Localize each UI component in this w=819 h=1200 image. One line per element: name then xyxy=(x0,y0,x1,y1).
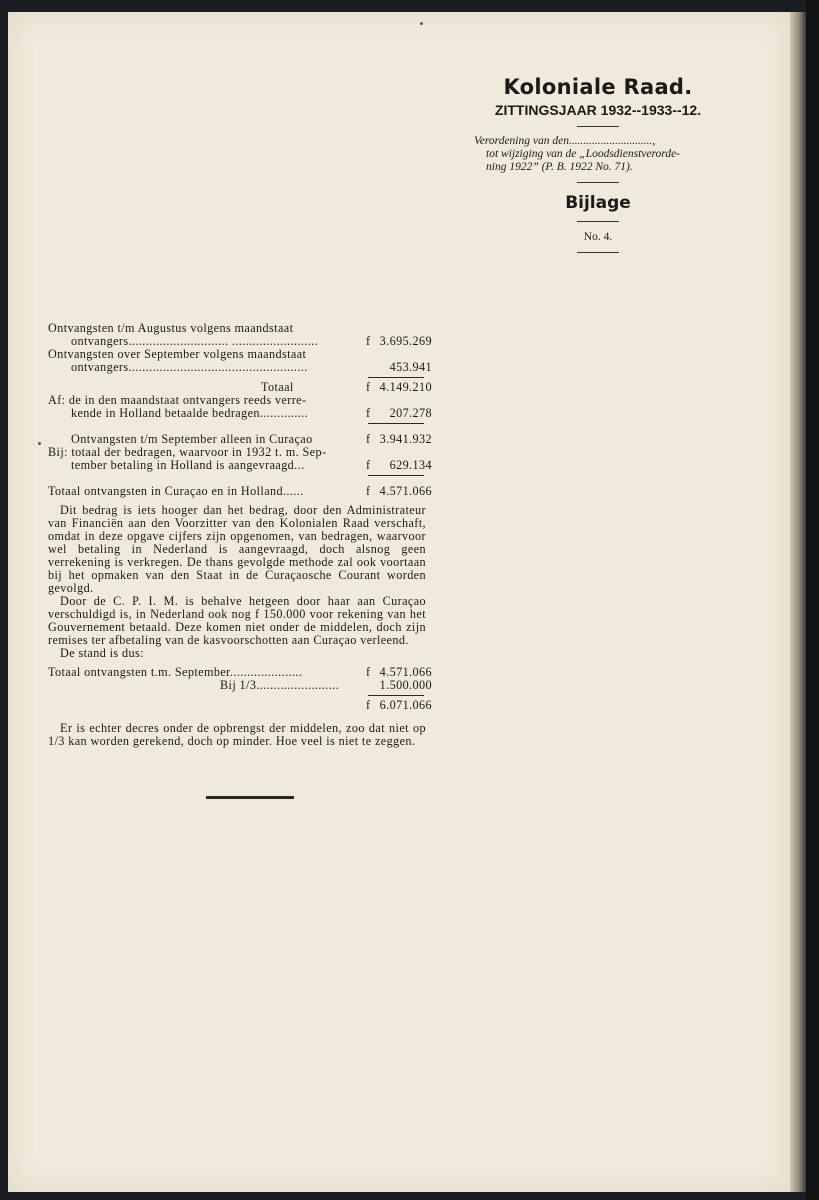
stand-label: Bij 1/3........................ xyxy=(220,678,340,692)
grand-total-label: Totaal ontvangsten in Curaçao en in Holland...... xyxy=(48,484,304,498)
page-spine xyxy=(790,12,806,1192)
currency-sign: f xyxy=(366,458,371,472)
currency-sign: f xyxy=(366,665,371,679)
paper-speck xyxy=(38,442,41,445)
subject-line-2: tot wijziging van de „Loodsdienstverorde- xyxy=(486,148,681,160)
ledger-amount: 453.941 xyxy=(389,360,432,374)
ledger-row xyxy=(48,407,440,420)
paragraph: Dit bedrag is iets hooger dan het bedrag, door den Administrateur van Financiën aan den Voorzitter van den Kolonialen Raad verschaft, omdat in deze opgave cijfers zijn opgenomen, van bedragen, waarvoor wel betaling in Nederland is aangevraagd, doch alsnog geen verrekening is verkregen. De thans gevolgde methode zal ook voortaan bij het opmaken van den Staat in de Curaçaosche Courant worden gevolgd. xyxy=(48,503,426,595)
total-label: Totaal xyxy=(261,380,294,394)
sum-rule xyxy=(368,475,424,476)
ledger-amount: 4.149.210 xyxy=(379,380,432,394)
stand-amount: 6.071.066 xyxy=(379,698,432,712)
paragraph: Door de C. P. I. M. is behalve hetgeen door haar aan Curaçao verschuldigd is, in Nederland ook nog f 150.000 voor rekening van het Gouvernement betaald. Deze komen niet onder de middelen, doch zijn remises ter afbetaling van de kasvoorschotten aan Curaçao verleend. xyxy=(48,594,426,647)
annex-number: No. 4. xyxy=(583,231,613,243)
currency-sign: f xyxy=(366,334,371,348)
ledger-row xyxy=(48,459,440,472)
currency-sign: f xyxy=(366,380,371,394)
ledger-label: Ontvangsten t/m Augustus volgens maandstaat xyxy=(48,321,294,335)
ledger-label: Bij: totaal der bedragen, waarvoor in 1932 t. m. Sep- xyxy=(48,445,327,459)
ledger-label: tember betaling in Holland is aangevraagd... xyxy=(71,458,305,472)
annex-divider xyxy=(577,221,619,222)
ledger-label: Af: de in den maandstaat ontvangers reeds verre- xyxy=(48,393,307,407)
paragraph: De stand is dus: xyxy=(60,646,144,660)
book-binding xyxy=(806,0,819,1200)
ledger-amount: 4.571.066 xyxy=(379,484,432,498)
subject-line-3: ning 1922” (P. B. 1922 No. 71). xyxy=(486,161,633,173)
stand-amount: 4.571.066 xyxy=(379,665,432,679)
sum-rule xyxy=(368,695,424,696)
ledger-label: Ontvangsten t/m September alleen in Curaçao xyxy=(71,432,313,446)
sum-rule xyxy=(368,423,424,424)
document-header xyxy=(448,74,748,261)
session-year: ZITTINGSJAAR 1932--1933--12. xyxy=(494,102,702,118)
sum-rule xyxy=(368,377,424,378)
currency-sign: f xyxy=(366,406,371,420)
ledger-amount: 3.941.932 xyxy=(379,432,432,446)
ledger-label: ontvangers.................................................... xyxy=(71,360,308,374)
ledger-label: kende in Holland betaalde bedragen.............. xyxy=(71,406,309,420)
stand-row xyxy=(48,699,440,712)
ledger-label: ontvangers............................. ......................... xyxy=(71,334,319,348)
ledger-row xyxy=(48,361,440,374)
ledger-amount: 3.695.269 xyxy=(379,334,432,348)
annex-heading: Bijlage xyxy=(565,193,631,213)
currency-sign: f xyxy=(366,698,371,712)
document-body xyxy=(48,322,440,748)
currency-sign: f xyxy=(366,432,371,446)
currency-sign: f xyxy=(366,484,371,498)
subject-line-1: Verordening van den............................., xyxy=(474,135,656,147)
number-divider xyxy=(577,252,619,253)
header-divider xyxy=(577,126,619,127)
stand-row xyxy=(48,679,440,692)
paragraph: Er is echter decres onder de opbrengst der middelen, zoo dat niet op 1/3 kan worden gerekend, doch op minder. Hoe veel is niet te zeggen. xyxy=(48,721,426,748)
stand-label: Totaal ontvangsten t.m. September..................... xyxy=(48,665,303,679)
council-title: Koloniale Raad. xyxy=(503,75,693,99)
end-rule xyxy=(206,796,294,799)
bleed-through-text xyxy=(63,97,433,297)
subject-divider xyxy=(577,182,619,183)
ledger-row xyxy=(48,485,440,498)
ledger-amount: 629.134 xyxy=(389,458,432,472)
ledger-amount: 207.278 xyxy=(389,406,432,420)
document-page xyxy=(8,12,790,1192)
ordinance-subject xyxy=(474,135,736,174)
stand-amount: 1.500.000 xyxy=(379,678,432,692)
ledger-label: Ontvangsten over September volgens maandstaat xyxy=(48,347,307,361)
paper-speck xyxy=(420,22,423,25)
